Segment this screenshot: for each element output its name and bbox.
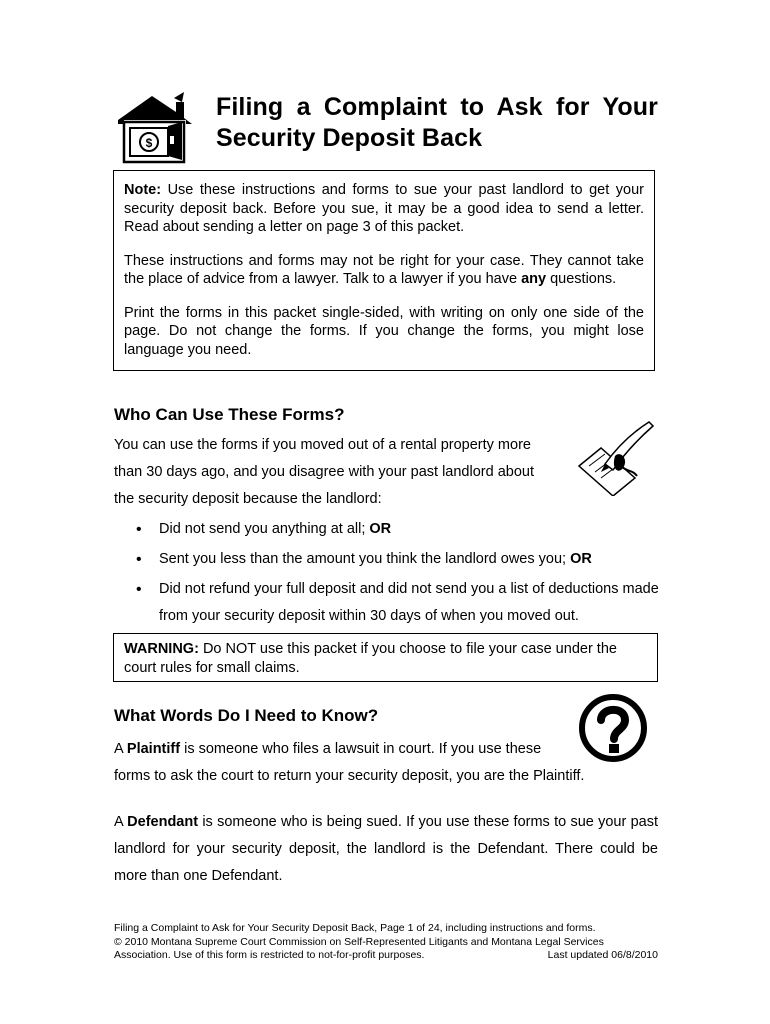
footer-line-2: © 2010 Montana Supreme Court Commission on Self-Represented Litigants and Montana Legal Services: [114, 935, 604, 948]
who-intro: [114, 432, 534, 513]
note-paragraph-2: [124, 252, 644, 289]
warning-text: Do NOT use this packet if you choose to file your case under the court rules for small claims.: [124, 641, 617, 676]
note-label: Note:: [124, 182, 162, 198]
words-heading: What Words Do I Need to Know?: [114, 706, 379, 725]
bullet-text: Sent you less than the amount you think the landlord owes you;: [159, 551, 571, 567]
note-paragraph-1: [124, 181, 644, 237]
pen-writing-icon: [575, 420, 655, 496]
defendant-text: is someone who is being sued. If you use these forms to sue your past landlord for your security deposit, the landlord is the Defendant. There could be more than one Defendant.: [114, 814, 658, 884]
bullet-text: Did not refund your full deposit and did not send you a list of deductions made from your security deposit within 30 days of when you moved out.: [159, 581, 659, 624]
bullet-text: Did not send you anything at all;: [159, 521, 370, 537]
note-box: [113, 170, 655, 371]
plaintiff-text-1: is someone who files a lawsuit in court. If you use these: [180, 741, 542, 757]
plaintiff-prefix: A: [114, 741, 127, 757]
who-heading: Who Can Use These Forms?: [114, 405, 345, 424]
page-title: [216, 92, 658, 154]
page-footer: [114, 922, 658, 963]
note-text-2b: questions.: [546, 271, 617, 287]
warning-box: [113, 633, 658, 682]
plaintiff-line-1: [114, 736, 584, 763]
title-line-2: Security Deposit Back: [216, 124, 483, 152]
title-line-1: Filing a Complaint to Ask for Your: [216, 93, 658, 121]
defendant-definition: [114, 809, 658, 890]
list-item: [114, 546, 659, 573]
footer-line-3-row: [114, 949, 658, 963]
footer-line-1: Filing a Complaint to Ask for Your Security Deposit Back, Page 1 of 24, including instructions and forms.: [114, 922, 596, 934]
warning-label: WARNING:: [124, 641, 199, 657]
list-item: [114, 576, 659, 630]
bullet-bold: OR: [570, 551, 592, 567]
note-text-2-bold: any: [521, 271, 547, 287]
who-line-3: the security deposit because the landlord:: [114, 491, 382, 507]
question-mark-icon: [578, 693, 648, 763]
who-line-1: You can use the forms if you moved out of a rental property more: [114, 437, 531, 453]
plaintiff-line-2: forms to ask the court to return your security deposit, you are the Plaintiff.: [114, 768, 585, 784]
list-item: [114, 516, 659, 543]
footer-last-updated: Last updated 06/8/2010: [547, 949, 658, 961]
note-text-1: Use these instructions and forms to sue your past landlord to get your security deposit back. Before you sue, it may be a good idea to send a letter. Read about sending a letter on page 3 of this packet.: [124, 182, 644, 235]
note-paragraph-3: Print the forms in this packet single-sided, with writing on only one side of the page. Do not change the forms. If you change the forms, you might lose language you need.: [124, 304, 644, 358]
conditions-list: [114, 516, 659, 633]
plaintiff-term: Plaintiff: [126, 741, 181, 757]
footer-line-3: Association. Use of this form is restricted to not-for-profit purposes.: [114, 949, 425, 961]
svg-text:$: $: [145, 136, 153, 150]
house-safe-icon: [116, 92, 194, 164]
who-line-2: than 30 days ago, and you disagree with your past landlord about: [114, 464, 534, 480]
note-text-2a: These instructions and forms may not be right for your case. They cannot take the place of advice from a lawyer. Talk to a lawyer if you have: [124, 252, 644, 287]
plaintiff-definition: [114, 736, 584, 790]
defendant-prefix: A: [114, 814, 128, 830]
defendant-term: Defendant: [127, 814, 199, 830]
bullet-bold: OR: [369, 521, 392, 537]
